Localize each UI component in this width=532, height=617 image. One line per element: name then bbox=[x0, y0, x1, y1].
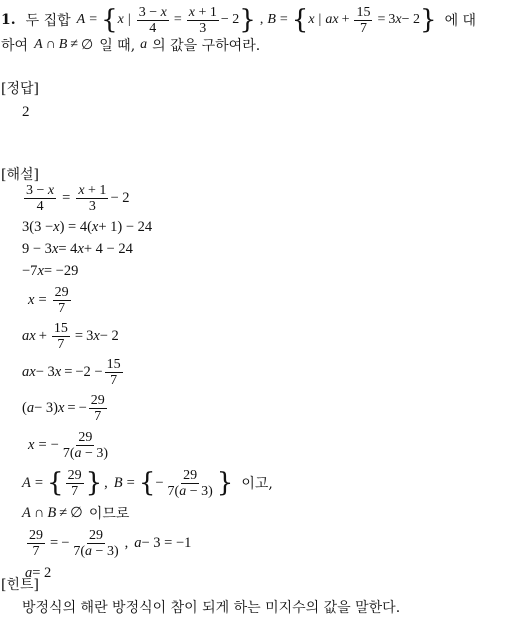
answer-value: 2 bbox=[22, 104, 30, 120]
solution-conjunction: 이고, bbox=[241, 476, 273, 492]
solution-step: −7 x = −29 bbox=[22, 262, 79, 279]
set-a-math: A bbox=[76, 12, 86, 27]
solution-step: A ∩ B ≠ ∅ 이므로 bbox=[22, 504, 130, 522]
solution-step: x = $\frac{29}{7}$ bbox=[28, 284, 69, 316]
hint-label: [힌트] bbox=[1, 577, 39, 593]
solution-label: [해설] bbox=[1, 167, 39, 183]
set-b-math: B bbox=[267, 12, 276, 27]
solution-step: a = 2 bbox=[25, 564, 52, 581]
fraction: $\frac{15}{7}$ bbox=[356, 4, 371, 36]
hint-text: 방정식의 해란 방정식이 참이 되게 하는 미지수의 값을 말한다. bbox=[22, 600, 401, 616]
solution-step: 3(3 − x ) = 4( x + 1) − 24 bbox=[22, 218, 153, 235]
fraction: $\frac{x + 1}{3}$ bbox=[188, 4, 217, 36]
problem-line-2: 하여 A ∩ B ≠ ∅ 일 때, a 의 값을 구하여라. bbox=[1, 37, 261, 54]
answer-label: [정답] bbox=[1, 81, 39, 97]
solution-step: ( a − 3) x = − $\frac{29}{7}$ bbox=[22, 392, 105, 424]
solution-step: 9 − 3 x = 4 x + 4 − 24 bbox=[22, 240, 133, 257]
solution-step: A = { $\frac{29}{7}$ } , B = { − $\frac{29}{7(a - 3)}$ } 이고, bbox=[22, 467, 273, 499]
problem-number: 1. bbox=[1, 12, 16, 28]
solution-step: x = − $\frac{29}{7(a - 3)}$ bbox=[28, 429, 109, 461]
solution-step: ax + $\frac{15}{7}$ = 3 x − 2 bbox=[22, 320, 119, 352]
problem-text: 하여 bbox=[1, 38, 29, 54]
solution-step: $\frac{29}{7}$ = − $\frac{29}{7(a - 3)}$ , a − 3 = −1 bbox=[29, 527, 192, 559]
problem-text: 에 대 bbox=[444, 13, 477, 29]
solution-conjunction: 이므로 bbox=[88, 506, 130, 522]
fraction: $\frac{3 - x}{4}$ bbox=[138, 4, 167, 36]
problem-text: 일 때, bbox=[99, 38, 136, 54]
solution-step: ax − 3 x = −2 − $\frac{15}{7}$ bbox=[22, 356, 121, 388]
problem-text: 의 값을 구하여라. bbox=[152, 38, 261, 54]
problem-text: 두 집합 bbox=[25, 13, 71, 29]
problem-line-1: 1. 두 집합 A = { x | $\frac{3 - x}{4}$ = $\frac{x + 1}{3}$ − 2 } , B = { x | ax + $\frac{15}{7}$ = 3 x − 2 } 에 대 bbox=[1, 4, 477, 36]
solution-steps bbox=[22, 180, 273, 584]
solution-step: $\frac{3 - x}{4}$ = $\frac{x + 1}{3}$ − 2 bbox=[26, 182, 130, 214]
